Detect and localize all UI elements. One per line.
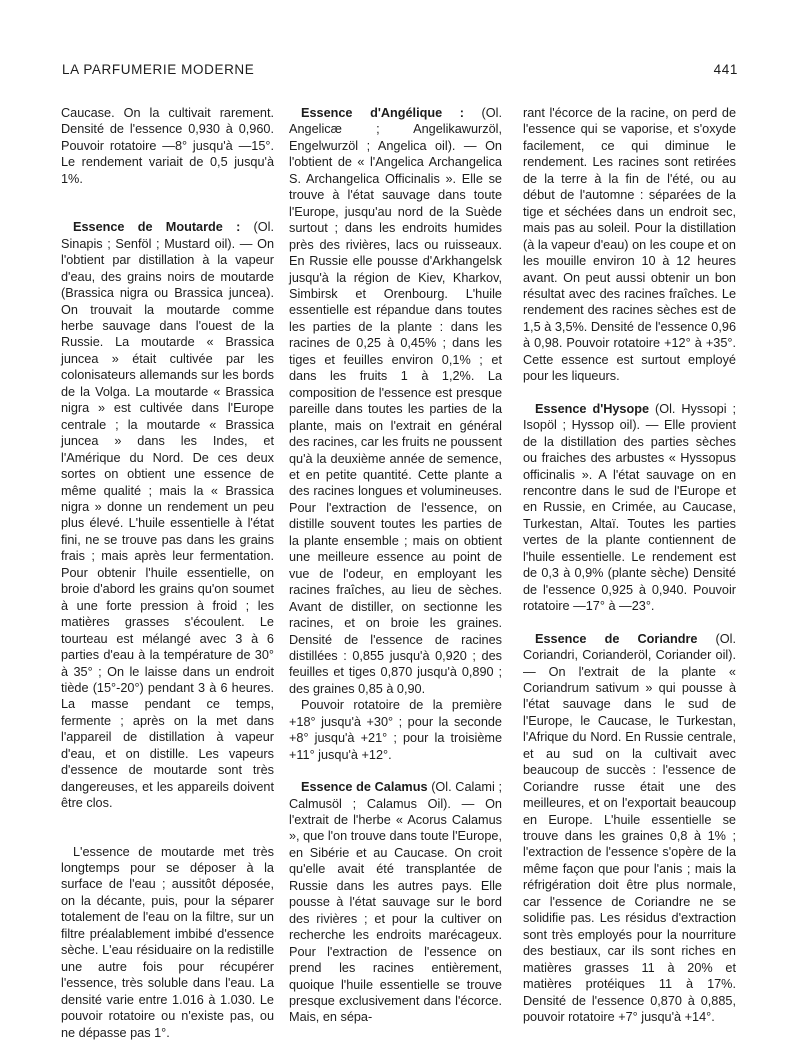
section-heading-angelique: Essence d'Angélique : [301,106,464,120]
section-body-angelique: (Ol. Angelicæ ; Angelikawurzöl, Engelwurzöl ; Angelica oil). — On l'obtient de « l'Angelica Archangelica S. Archangelica Officinalis ». Elle se trouve à l'état sauvage dans toute l'Europe, jusqu'au nord de la Suède surtout ; dans les endroits humides près des rivières, lacs ou ruisseaux. En Russie elle pousse d'Arkhangelsk jusqu'à la région de Kiev, Kharkov, Simbirsk et Orenbourg. L'huile essentielle est répandue dans toutes les parties de la plante : dans les racines de 0,25 à 0,45% ; dans les tiges et feuilles environ 0,1% ; et dans les fruits 1 à 1,2%. La composition de l'essence est presque pareille dans toutes les parties de la plante, mais on l'extrait en général des racines, car les fruits ne poussent qu'à la deuxième année de semence, et en petite quantité. Cette plante a des racines longues et volumineuses. Pour l'extraction de l'essence, on distille souvent toutes les parties de la plante ensemble ; mais on obtient une meilleure essence au point de vue de l'odeur, en employant les racines fraîches, au lieu de sèches. Avant de distiller, on sectionne les racines, et on broie les graines. Densité de l'essence de racines distillées : 0,855 jusqu'à 0,920 ; des feuilles et tiges 0,870 jusqu'à 0,890 ; des graines 0,85 à 0,90. [289,106,502,696]
section-heading-calamus: Essence de Calamus [301,780,428,795]
section-hysope [523,401,736,615]
column-right [523,105,736,1025]
paragraph-calamus-cont: rant l'écorce de la racine, on perd de l'essence qui se vaporise, et s'oxyde facilement, ce qui diminue le rendement. Les racines sont retirées de la terre à la fin de l'été, ou au début de l'automne : séparées de la tige et séchées dans un endroit sec, mais pas au soleil. Pour la distillation (à la vapeur d'eau) on les coupe et on les mouille environ 10 à 12 heures avant. On peut aussi obtenir un bon résultat avec des racines fraîches. Le rendement des racines sèches est de 1,5 à 3,5%. Densité de l'essence 0,96 à 0,98. Pouvoir rotatoire +12° à +35°. Cette essence est surtout employé pour les liqueurs. [523,106,736,384]
section-body-moutarde: (Ol. Sinapis ; Senföl ; Mustard oil). — On l'obtient par distillation à la vapeur d'eau, des grains noirs de moutarde (Brassica nigra ou Brassica juncea). On trouvait la moutarde comme herbe sauvage dans l'ouest de la Russie. La moutarde « Brassica juncea » était cultivée par les colonisateurs allemands sur les bords de la Volga. La moutarde « Brassica nigra » est cultivée dans l'Europe centrale ; la moutarde « Brassica juncea » dans les Indes, et l'Amérique du Nord. De ces deux sortes on obtient une essence de même qualité ; mais la « Brassica nigra » donne un rendement un peu plus élevé. L'huile essentielle à l'état fini, ne se trouve pas dans les grains frais ; mais après leur fermentation. Pour obtenir l'huile essentielle, on broie d'abord les grains qu'on soumet à une forte pression à froid ; les matières grasses s'écoulent. Le tourteau est mélangé avec 3 à 6 parties d'eau à la température de 30° à 35° ; On le laisse dans un endroit tiède (15°-20°) pendant 3 à 6 heures. La masse pendant ce temps, fermente ; après on la met dans l'appareil de distillation à vapeur d'eau, et on distille. Les vapeurs d'essence de moutarde sont très dangereuses, et les appareils doivent être clos. [61,220,274,811]
paragraph-moutarde-depot: L'essence de moutarde met très longtemps pour se déposer à la surface de l'eau ; aussitôt déposée, on la décante, puis, pour la séparer totalement de l'eau on la filtre, sur un filtre préalablement imbibé d'essence sèche. L'eau résiduaire on la redistille une autre fois pour récupérer l'essence, très soluble dans l'eau. La densité varie entre 1.016 à 1.030. Le pouvoir rotatoire ou n'existe pas, ou ne dépasse pas 1°. [61,844,274,1040]
column-middle [289,105,502,1026]
page-number: 441 [713,62,738,77]
section-heading-moutarde: Essence de Moutarde : [73,220,241,235]
paragraph-pouvoir-rotatoire: Pouvoir rotatoire de la première +18° jusqu'à +30° ; pour la seconde +8° jusqu'à +21° ; pour la troisième +11° jusqu'à +12°. [289,698,502,762]
section-moutarde [61,219,274,811]
paragraph-caucase: Caucase. On la cultivait rarement. Densité de l'essence 0,930 à 0,960. Pouvoir rotatoire —8° jusqu'à —15°. Le rendement variait de 0,5 jusqu'à 1%. [61,106,274,186]
running-title: LA PARFUMERIE MODERNE [62,62,255,77]
section-body-calamus: (Ol. Calami ; Calmusöl ; Calamus Oil). — On l'extrait de l'herbe « Acorus Calamus », que l'on trouve dans toute l'Europe, en Sibérie et au Caucase. On croit qu'elle avait été transplantée de Russie dans les autres pays. Elle pousse à l'état sauvage sur le bord des rivières ; et pour la cultiver on recherche les endroits marécageux. Pour l'extraction de l'essence on prend les racines entièrement, quoique l'huile essentielle se trouve presque exclusivement dans l'écorce. Mais, en sépa- [289,780,502,1025]
section-body-hysope: (Ol. Hyssopi ; Isopöl ; Hyssop oil). — Elle provient de la distillation des parties sèches ou fraiches des arbustes « Hyssopus officinalis ». A l'état sauvage on en rencontre dans le sud de l'Europe et en Russie, en Crimée, au Caucase, Turkestan, Altaï. Toutes les parties vertes de la plante contiennent de l'huile essentielle. Le rendement est de 0,3 à 0,9% (plante sèche) Densité de l'essence 0,925 à 0,940. Pouvoir rotatoire —17° à —23°. [523,401,736,614]
section-angelique [289,105,502,697]
section-heading-hysope: Essence d'Hysope [535,401,650,416]
section-calamus [289,779,502,1026]
column-left [61,105,274,1041]
section-heading-coriandre: Essence de Coriandre [535,631,698,646]
section-coriandre [523,631,736,1026]
section-body-coriandre: (Ol. Coriandri, Corianderöl, Coriander oil). — On l'extrait de la plante « Coriandrum sativum » qui pousse à l'état sauvage dans le sud de l'Europe, le Caucase, le Turkestan, l'Afrique du Nord. En Russie centrale, et au sud on la cultivait avec beaucoup de succès : l'essence de Coriandre russe était une des meilleures, et on l'exportait beaucoup en Europe. L'huile essentielle se trouve dans les graines 0,8 à 1% ; l'extraction de l'essence s'opère de la même façon que pour l'anis ; mais la réfrigération doit être plus normale, car l'essence de Coriandre ne se solidifie pas. Les résidus d'extraction sont très employés pour la nourriture des bestiaux, car ils sont riches en matières grasses 11 à 20% et matières protéiques 11 à 17%. Densité de l'essence 0,870 à 0,885, pouvoir rotatoire +7° jusqu'à +14°. [523,631,736,1025]
page-header [62,62,738,80]
